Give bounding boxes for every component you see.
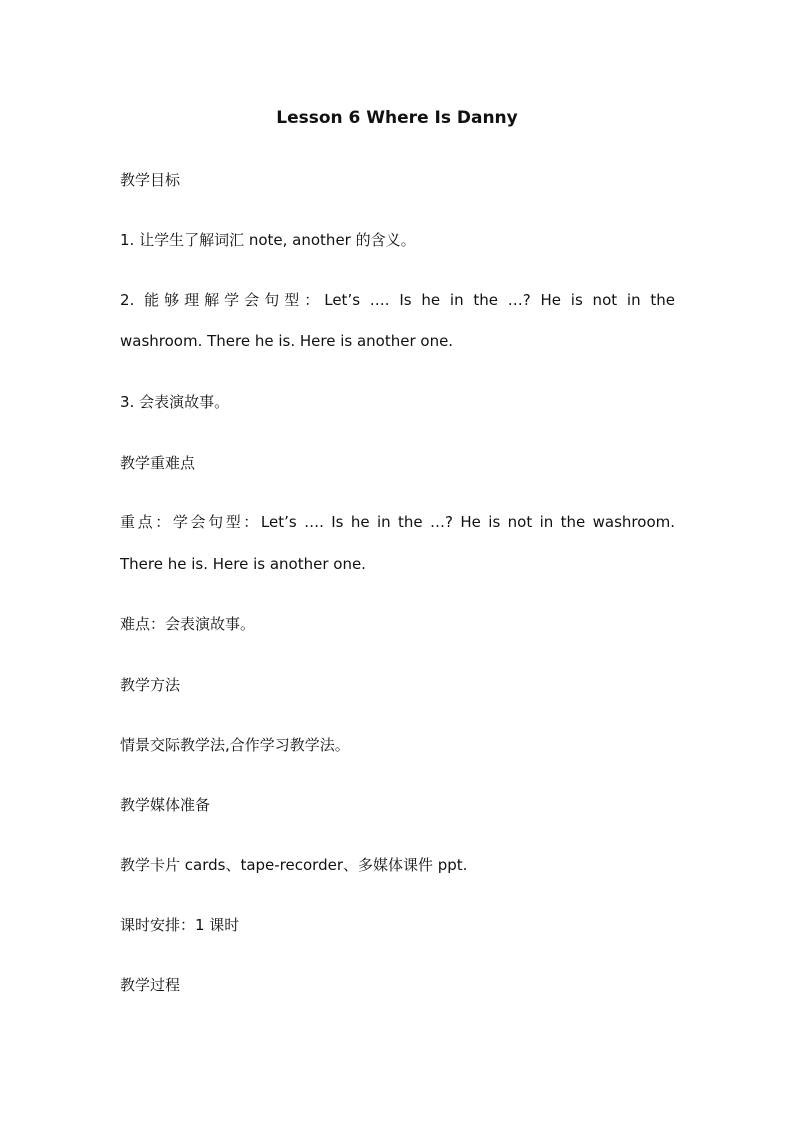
- class-hours-text: 课时安排：1 课时: [120, 916, 240, 934]
- difficult-point: 难点：会表演故事。: [120, 615, 256, 633]
- section-heading-teaching-methods: 教学方法: [120, 676, 181, 694]
- objective-item-1: 1. 让学生了解词汇 note, another 的含义。: [120, 231, 416, 249]
- key-point-line-2: There he is. Here is another one.: [120, 555, 366, 573]
- key-point-line-1: 重点：学会句型：Let’s …. Is he in the …? He is not in the washroom.: [120, 513, 675, 531]
- section-heading-teaching-objectives: 教学目标: [120, 171, 181, 189]
- teaching-media-text: 教学卡片 cards、tape-recorder、多媒体课件 ppt.: [120, 856, 468, 874]
- section-heading-teaching-media: 教学媒体准备: [120, 796, 211, 814]
- teaching-methods-text: 情景交际教学法,合作学习教学法。: [120, 736, 350, 754]
- objective-item-3: 3. 会表演故事。: [120, 393, 230, 411]
- section-heading-key-difficult-points: 教学重难点: [120, 454, 196, 472]
- section-heading-teaching-process: 教学过程: [120, 976, 181, 994]
- objective-item-2-line-2: washroom. There he is. Here is another one.: [120, 332, 454, 350]
- objective-item-2-line-1: 2. 能够理解学会句型：Let’s …. Is he in the …? He is not in the: [120, 291, 675, 309]
- document-title: Lesson 6 Where Is Danny: [276, 108, 518, 128]
